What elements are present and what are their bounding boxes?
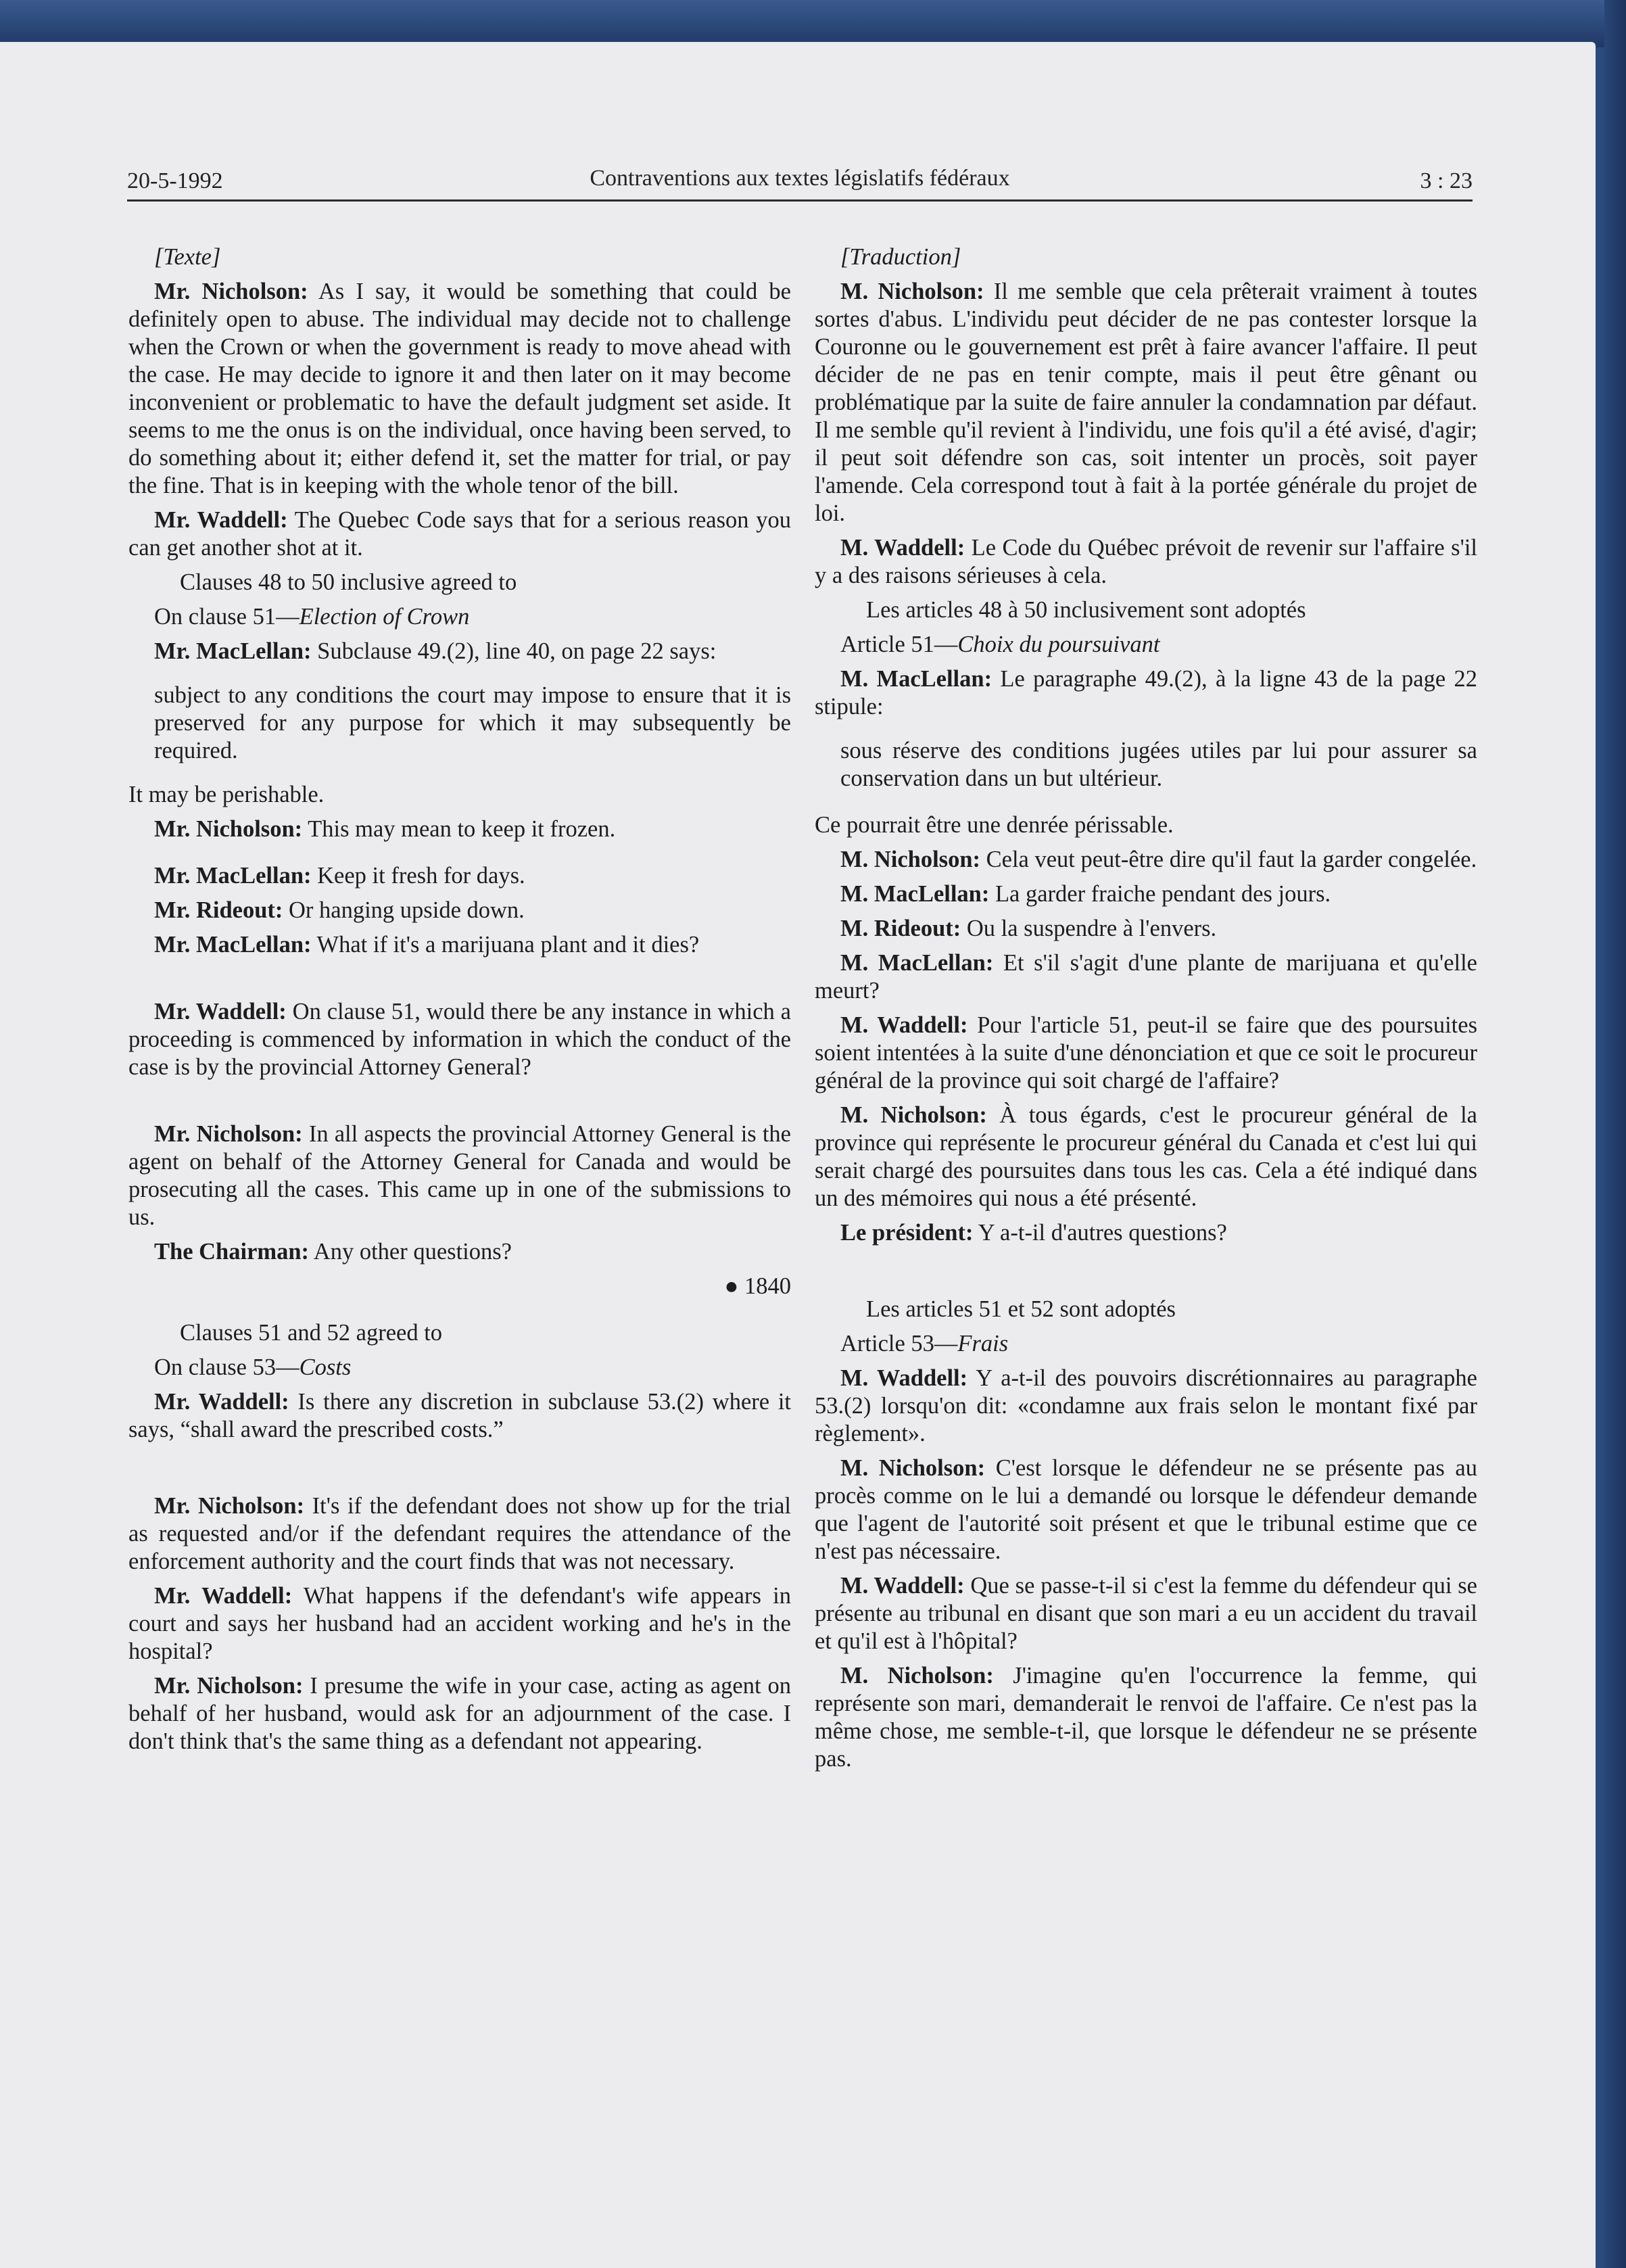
speaker: M. MacLellan: [840, 666, 993, 692]
speech: Or hanging upside down. [283, 897, 525, 923]
clause-title: Election of Crown [299, 604, 470, 630]
speaker: M. Waddell: [840, 1365, 968, 1391]
french-column [815, 243, 1477, 1780]
paragraph [815, 1365, 1477, 1448]
clause-prefix: Article 51— [840, 632, 958, 657]
clause-heading [815, 631, 1477, 659]
speech: The Quebec Code says that for a serious reason you can get another shot at it. [128, 507, 791, 561]
speaker: Mr. Waddell: [154, 507, 288, 533]
translation-tag: [Traduction] [840, 244, 961, 270]
speech: J'imagine qu'en l'occurrence la femme, qui représente son mari, demanderait le renvoi de l'affaire. Ce n'est pas la même chose, me semble-t-il, que lorsque le défendeur ne se présente pas. [815, 1663, 1478, 1772]
paragraph [128, 1582, 791, 1665]
speech: Subclause 49.(2), line 40, on page 22 says: [311, 638, 717, 664]
paragraph [128, 862, 791, 890]
speaker: Mr. Nicholson: [154, 1493, 305, 1519]
paragraph: It may be perishable. [128, 782, 325, 807]
paragraph [128, 638, 791, 665]
procedural-note: Clauses 51 and 52 agreed to [180, 1320, 443, 1346]
time-marker: ● 1840 [724, 1273, 791, 1299]
speaker: Mr. Waddell: [154, 999, 287, 1024]
paragraph [815, 1219, 1477, 1247]
paragraph [128, 278, 791, 500]
paragraph [128, 1672, 791, 1755]
paragraph [128, 1238, 791, 1266]
clause-heading [128, 1354, 791, 1381]
speaker: Mr. Nicholson: [154, 816, 303, 842]
paragraph [815, 1662, 1477, 1773]
speech: In all aspects the provincial Attorney General is the agent on behalf of the Attorney General for Canada and would be prosecuting all the cases. This came up in one of the submissions to us. [128, 1121, 792, 1230]
speech: Que se passe-t-il si c'est la femme du défendeur qui se présente au tribunal en disant que son mari a eu un accident du travail et qu'il est à l'hôpital? [815, 1573, 1477, 1654]
speaker: Mr. Rideout: [154, 897, 283, 923]
procedural-note: Clauses 48 to 50 inclusive agreed to [180, 569, 517, 595]
speech: C'est lorsque le défendeur ne se présente pas au procès comme on le lui a demandé ou lorsque le défendeur demande que l'agent de l'autorité soit présent et que le tribunal estime que ce n'est pas nécessaire. [815, 1455, 1477, 1564]
procedural-note: Les articles 51 et 52 sont adoptés [866, 1296, 1176, 1322]
paragraph [128, 1120, 791, 1231]
speaker: The Chairman: [154, 1239, 310, 1265]
speech: What if it's a marijuana plant and it dies? [311, 932, 700, 958]
paragraph [128, 998, 791, 1081]
speech: As I say, it would be something that could be definitely open to abuse. The individual may decide not to challenge when the Crown or when the government is ready to move ahead with the case. He may decide to ignore it and then later on it may become inconvenient or problematic to have the default judgment set aside. It seems to me the onus is on the individual, once having been served, to do something about it; either defend it, set the matter for trial, or pay the fine. That is in keeping with the whole tenor of the bill. [128, 279, 791, 498]
english-column [128, 243, 791, 1762]
speaker: Mr. MacLellan: [154, 863, 312, 889]
paragraph [815, 949, 1477, 1005]
speech: Le Code du Québec prévoit de revenir sur l'affaire s'il y a des raisons sérieuses à cela. [815, 535, 1477, 588]
binder-cover-right [1604, 0, 1626, 2268]
paragraph [815, 665, 1477, 721]
binder-cover-top [0, 0, 1626, 47]
speech: La garder fraiche pendant des jours. [989, 881, 1331, 907]
paragraph [815, 534, 1477, 590]
speaker: Mr. Nicholson: [154, 1673, 304, 1699]
speech: Et s'il s'agit d'une plante de marijuana et qu'elle meurt? [815, 950, 1477, 1003]
clause-heading [128, 603, 791, 631]
paragraph [815, 1102, 1477, 1212]
speaker: M. Nicholson: [840, 279, 984, 304]
paragraph [128, 931, 791, 959]
speaker: Le président: [840, 1220, 974, 1246]
quoted-text: sous réserve des conditions jugées utiles par lui pour assurer sa conservation dans un but ultérieur. [840, 738, 1477, 791]
speech: It's if the defendant does not show up for the trial as requested and/or if the defendant requires the attendance of the enforcement authority and the court finds that was not necessary. [128, 1493, 791, 1574]
speech: Le paragraphe 49.(2), à la ligne 43 de la page 22 stipule: [815, 666, 1478, 719]
clause-title: Choix du poursuivant [957, 632, 1160, 657]
header-date: 20-5-1992 [127, 168, 223, 193]
speech: Pour l'article 51, peut-il se faire que des poursuites soient intentées à la suite d'une dénonciation et que ce soit le procureur général de la province qui soit chargé de l'affaire? [815, 1012, 1477, 1093]
paragraph [815, 915, 1477, 943]
speaker: M. Waddell: [840, 1573, 965, 1599]
speaker: M. Nicholson: [840, 1102, 987, 1128]
paragraph [128, 506, 791, 562]
paragraph [128, 897, 791, 924]
paragraph [128, 1492, 791, 1576]
clause-prefix: Article 53— [840, 1331, 958, 1356]
paragraph [815, 1012, 1477, 1095]
speech: Y a-t-il d'autres questions? [973, 1220, 1227, 1246]
speech: Is there any discretion in subclause 53.(2) where it says, “shall award the prescribed costs.” [128, 1389, 791, 1442]
paragraph: Ce pourrait être une denrée périssable. [815, 812, 1174, 838]
speech: Ou la suspendre à l'envers. [961, 916, 1217, 941]
speaker: Mr. MacLellan: [154, 638, 312, 664]
paragraph [815, 1455, 1477, 1565]
speaker: M. Nicholson: [840, 847, 980, 872]
clause-heading [815, 1330, 1477, 1358]
speaker: M. Waddell: [840, 535, 965, 561]
text-tag: [Texte] [154, 244, 221, 270]
paragraph [815, 846, 1477, 874]
paragraph [128, 1388, 791, 1444]
speaker: M. Rideout: [840, 916, 961, 941]
speaker: Mr. Nicholson: [154, 1121, 303, 1147]
procedural-note: Les articles 48 à 50 inclusivement sont adoptés [866, 597, 1306, 623]
clause-title: Costs [299, 1354, 352, 1380]
quoted-text: subject to any conditions the court may impose to ensure that it is preserved for any purpose for which it may subsequently be required. [154, 682, 791, 763]
page-header [127, 164, 1473, 202]
speech: Keep it fresh for days. [311, 863, 525, 889]
speech: On clause 51, would there be any instance in which a proceeding is commenced by information in which the conduct of the case is by the provincial Attorney General? [128, 999, 791, 1080]
clause-title: Frais [957, 1331, 1009, 1356]
speech: Il me semble que cela prêterait vraiment à toutes sortes d'abus. L'individu peut décider de ne pas contester lorsque la Couronne ou le gouvernement est prêt à faire avancer l'affaire. Il peut décider de ne pas en tenir compte, mais il peut être gênant ou problématique par la suite de faire annuler la condamnation par défaut. Il me semble qu'il revient à l'individu, une fois qu'il a été avisé, d'agir; il peut soit défendre son cas, soit intenter un procès, soit payer l'amende. Cela correspond tout à fait à la portée générale du projet de loi. [815, 279, 1478, 526]
speech: I presume the wife in your case, acting as agent on behalf of her husband, would ask for an adjournment of the case. I don't think that's the same thing as a defendant not appearing. [128, 1673, 791, 1754]
speech: This may mean to keep it frozen. [302, 816, 616, 842]
speech: Y a-t-il des pouvoirs discrétionnaires au paragraphe 53.(2) lorsqu'on dit: «condamne aux frais selon le montant fixé par règlement». [815, 1365, 1477, 1446]
speaker: M. MacLellan: [840, 950, 994, 976]
clause-prefix: On clause 53— [154, 1354, 300, 1380]
speaker: M. Nicholson: [840, 1663, 994, 1688]
speaker: M. Waddell: [840, 1012, 968, 1038]
speech: À tous égards, c'est le procureur général de la province qui représente le procureur général du Canada et c'est lui qui serait chargé des poursuites dans tous les cas. Cela a été indiqué dans un des mémoires qui nous a été présenté. [815, 1102, 1477, 1211]
paragraph [815, 880, 1477, 908]
clause-prefix: On clause 51— [154, 604, 300, 630]
paragraph [128, 816, 791, 843]
paragraph [815, 1572, 1477, 1655]
speaker: Mr. Waddell: [154, 1389, 289, 1415]
speech: Any other questions? [309, 1239, 512, 1265]
speaker: M. Nicholson: [840, 1455, 986, 1481]
speaker: Mr. Waddell: [154, 1583, 293, 1609]
speech: Cela veut peut-être dire qu'il faut la garder congelée. [980, 847, 1477, 872]
speaker: M. MacLellan: [840, 881, 990, 907]
speech: What happens if the defendant's wife appears in court and says her husband had an accident working and he's in the hospital? [128, 1583, 791, 1664]
speaker: Mr. Nicholson: [154, 279, 308, 304]
header-page-number: 3 : 23 [1420, 168, 1473, 193]
speaker: Mr. MacLellan: [154, 932, 312, 958]
paragraph [815, 278, 1477, 527]
header-title: Contraventions aux textes législatifs fédéraux [590, 166, 1010, 191]
